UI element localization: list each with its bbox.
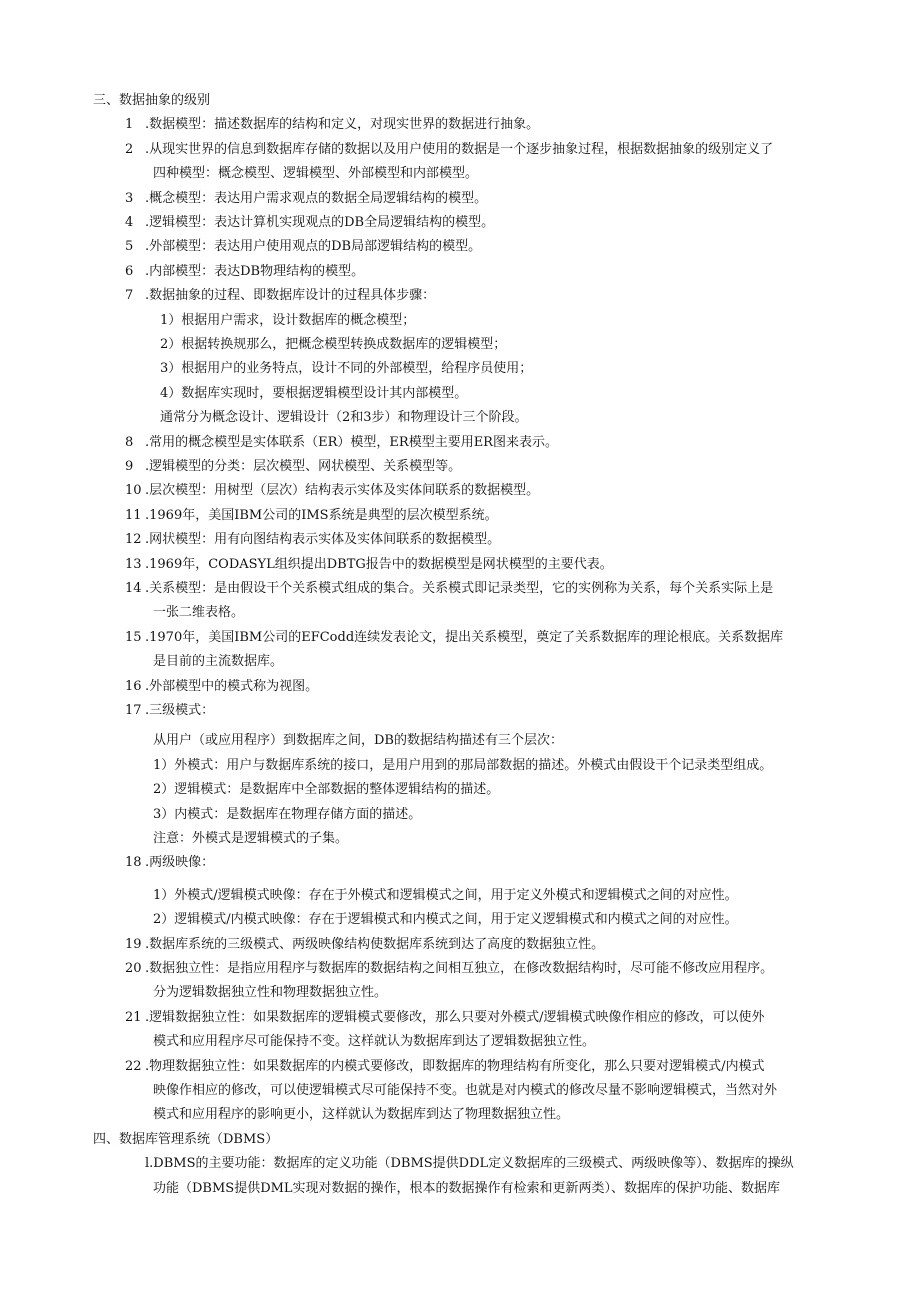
item-number: 16 — [125, 678, 142, 694]
item-text: 四种模型：概念模型、逻辑模型、外部模型和内部模型。 — [153, 166, 479, 182]
item-number: 11 — [125, 507, 142, 523]
item-text: .关系模型：是由假设干个关系模式组成的集合。关系模式即记录类型，它的实例称为关系，每个关系实际上是 — [145, 581, 774, 596]
item-number: 20 — [125, 961, 142, 976]
item-text: .网状模型：用有向图结构表示实体及实体间联系的数据模型。 — [145, 532, 501, 548]
item-number: 10 — [125, 483, 142, 499]
item-number: 14 — [125, 581, 142, 596]
item-number: 19 — [125, 936, 142, 952]
item-number: 22 — [125, 1058, 142, 1074]
item-number: 17 — [125, 703, 142, 718]
section-heading: 三、数据抽象的级别 — [93, 93, 211, 108]
item-text: 模式和应用程序尽可能保持不变。这样就认为数据库到达了逻辑数据独立性。 — [153, 1034, 596, 1050]
item-text: 一张二维表格。 — [153, 605, 245, 621]
item-number: 13 — [125, 556, 142, 572]
item-text: .1969年，美国IBM公司的IMS系统是典型的层次模型系统。 — [145, 507, 498, 523]
section-text: 功能（DBMS提供DML实现对数据的操作，根本的数据操作有检索和更新两类）、数据库的保护功能、数据库 — [153, 1180, 781, 1196]
item-text: .从现实世界的信息到数据库存储的数据以及用户使用的数据是一个逐步抽象过程，根据数据抽象的级别定义了 — [145, 141, 774, 157]
item-text: .概念模型：表达用户需求观点的数据全局逻辑结构的模型。 — [145, 190, 488, 206]
step-text: 2）根据转换规那么，把概念模型转换成数据库的逻辑模型； — [160, 337, 507, 352]
schema-item: 3）内模式：是数据库在物理存储方面的描述。 — [153, 806, 422, 822]
item-number: 6 — [125, 263, 134, 279]
item-text: .内部模型：表达DB物理结构的模型。 — [145, 263, 365, 279]
step-note: 通常分为概念设计、逻辑设计（2和3步）和物理设计三个阶段。 — [160, 410, 528, 426]
item-number: 1 — [125, 117, 134, 133]
item-text: .逻辑数据独立性：如果数据库的逻辑模式要修改，那么只要对外模式/逻辑模式映像作相应的修改，可以使外 — [145, 1009, 765, 1025]
step-text: 4）数据库实现时，要根据逻辑模型设计其内部模型。 — [160, 385, 468, 401]
item-text: .1969年，CODASYL组织提出DBTG报告中的数据模型是网状模型的主要代表。 — [145, 556, 613, 572]
schema-item: 2）逻辑模式：是数据库中全部数据的整体逻辑结构的描述。 — [153, 782, 500, 798]
item-text: .数据模型：描述数据库的结构和定义，对现实世界的数据进行抽象。 — [145, 117, 540, 133]
item-number: 15 — [125, 629, 142, 645]
section-text: l.DBMS的主要功能：数据库的定义功能（DBMS提供DDL定义数据库的三级模式、两级映像等）、数据库的操纵 — [145, 1156, 794, 1172]
item-number: 8 — [125, 434, 134, 450]
item-number: 3 — [125, 190, 134, 206]
item-text: .数据库系统的三级模式、两级映像结构使数据库系统到达了高度的数据独立性。 — [145, 936, 605, 952]
mapping-item: 1）外模式/逻辑模式映像：存在于外模式和逻辑模式之间，用于定义外模式和逻辑模式之间的对应性。 — [153, 887, 738, 903]
item-text: 映像作相应的修改，可以使逻辑模式尽可能保持不变。也就是对内模式的修改尽量不影响逻辑模式，当然对外 — [153, 1083, 778, 1098]
item-number: 21 — [125, 1009, 142, 1025]
item-text: .逻辑模型：表达计算机实现观点的DB全局逻辑结构的模型。 — [145, 215, 495, 230]
item-number: 12 — [125, 532, 142, 548]
section-heading: 四、数据库管理系统（DBMS） — [93, 1131, 279, 1147]
schema-item: 1）外模式：用户与数据库系统的接口，是用户用到的那局部数据的描述。外模式由假设干个记录类型组成。 — [153, 757, 773, 773]
schema-intro: 从用户（或应用程序）到数据库之间，DB的数据结构描述有三个层次： — [153, 733, 563, 749]
schema-note: 注意：外模式是逻辑模式的子集。 — [153, 831, 349, 846]
item-number: 7 — [125, 288, 134, 304]
item-text: .两级映像： — [145, 855, 215, 871]
item-text: .外部模型中的模式称为视图。 — [145, 678, 319, 694]
item-text: .层次模型：用树型（层次）结构表示实体及实体间联系的数据模型。 — [145, 483, 540, 499]
item-number: 2 — [125, 141, 134, 157]
item-number: 9 — [125, 459, 134, 474]
mapping-item: 2）逻辑模式/内模式映像：存在于逻辑模式和内模式之间，用于定义逻辑模式和内模式之间的对应性。 — [153, 912, 738, 928]
item-text: .1970年，美国IBM公司的EFCodd连续发表论文，提出关系模型，奠定了关系数据库的理论根底。关系数据库 — [145, 629, 784, 645]
item-text: .数据抽象的过程、即数据库设计的过程具体步骤： — [145, 288, 436, 304]
item-text: .物理数据独立性：如果数据库的内模式要修改，即数据库的物理结构有所变化，那么只要对逻辑模式/内模式 — [145, 1058, 765, 1074]
item-text: .三级模式： — [145, 703, 215, 718]
item-text: .常用的概念模型是实体联系（ER）模型，ER模型主要用ER图来表示。 — [145, 434, 558, 450]
item-text: 模式和应用程序的影响更小，这样就认为数据库到达了物理数据独立性。 — [153, 1107, 570, 1123]
item-number: 4 — [125, 215, 134, 230]
step-text: 3）根据用户的业务特点，设计不同的外部模型，给程序员使用； — [160, 361, 533, 377]
item-number: 5 — [125, 239, 134, 255]
item-text: 是目前的主流数据库。 — [153, 654, 284, 670]
item-number: 18 — [125, 855, 142, 871]
step-text: 1）根据用户需求，设计数据库的概念模型； — [160, 312, 416, 328]
item-text: .外部模型：表达用户使用观点的DB局部逻辑结构的模型。 — [145, 239, 482, 255]
item-text: .逻辑模型的分类：层次模型、网状模型、关系模型等。 — [145, 459, 462, 474]
item-text: 分为逻辑数据独立性和物理数据独立性。 — [153, 985, 388, 1001]
item-text: .数据独立性：是指应用程序与数据库的数据结构之间相互独立，在修改数据结构时，尽可能不修改应用程序。 — [145, 961, 774, 976]
